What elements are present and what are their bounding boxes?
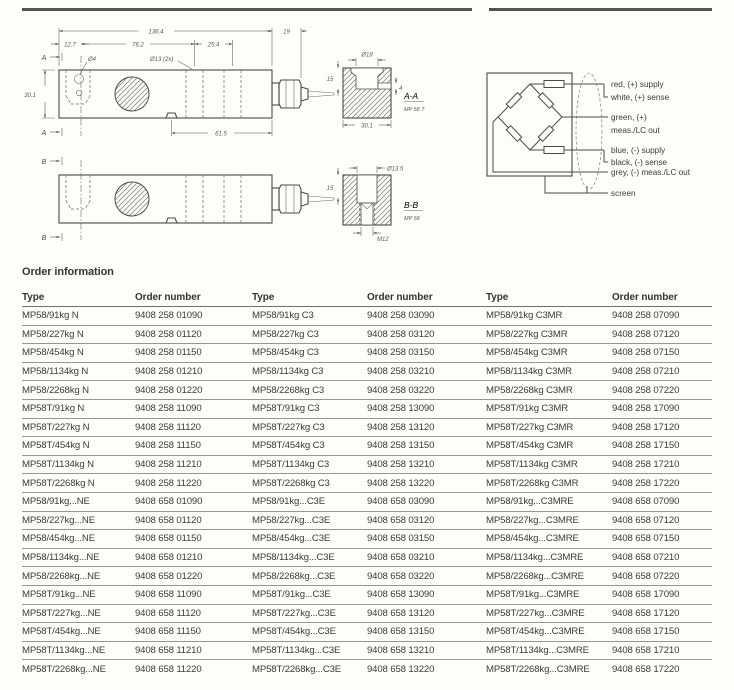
dim-hole-small: Ø4 xyxy=(88,57,97,63)
type-cell: MP58T/91kg N xyxy=(22,399,135,418)
dim-hole-large: Ø13 (2x) xyxy=(150,57,174,63)
type-cell: MP58/454kg...C3E xyxy=(252,530,367,549)
order-number-cell: 9408 658 01090 xyxy=(135,492,252,511)
type-cell: MP58T/454kg C3MR xyxy=(486,437,612,456)
table-row xyxy=(22,325,712,344)
table-row xyxy=(22,455,712,474)
order-number-cell: 9408 658 13220 xyxy=(367,663,435,675)
wire-label-grey: grey, (-) meas./LC out xyxy=(611,168,691,177)
type-cell: MP58T/1134kg C3 xyxy=(252,455,367,474)
wire-label-white: white, (+) sense xyxy=(611,93,670,102)
table-header-row xyxy=(22,288,712,307)
type-cell: MP58T/2268kg...C3MRE xyxy=(486,663,590,675)
type-cell: MP58T/91kg C3MR xyxy=(486,399,612,418)
dim-length-gland: 19 xyxy=(283,29,290,36)
order-number-cell: 9408 258 03090 xyxy=(367,307,486,326)
order-number-cell: 9408 258 03150 xyxy=(367,344,486,363)
type-cell: MP58T/227kg...C3E xyxy=(252,604,367,623)
type-cell: MP58T/2268kg N xyxy=(22,474,135,493)
dim-bb-top: Ø13.5 xyxy=(387,166,404,173)
order-number-cell: 9408 258 17120 xyxy=(612,418,712,437)
type-cell: MP58T/1134kg...C3E xyxy=(252,641,367,660)
type-cell: MP58/454kg C3 xyxy=(252,344,367,363)
col-header-type-1: Type xyxy=(22,288,135,307)
order-number-cell: 9408 258 01210 xyxy=(135,362,252,381)
order-number-cell: 9408 658 03150 xyxy=(367,530,486,549)
order-number-cell: 9408 658 03120 xyxy=(367,511,486,530)
order-number-cell: 9408 258 17220 xyxy=(612,474,712,493)
order-number-cell: 9408 258 13210 xyxy=(367,455,486,474)
wheatstone-bridge xyxy=(498,84,562,150)
order-number-cell: 9408 658 13120 xyxy=(367,604,486,623)
section-mark-a-bottom: A xyxy=(41,130,47,137)
dim-aa-right: 4 xyxy=(399,86,403,92)
type-cell: MP58/91kg C3 xyxy=(252,307,367,326)
order-number-cell: 9408 658 07210 xyxy=(612,548,712,567)
order-number-cell: 9408 258 11120 xyxy=(135,418,252,437)
type-cell: MP58T/227kg C3 xyxy=(252,418,367,437)
dim-d2: 76.2 xyxy=(132,42,144,49)
type-cell: MP58T/227kg C3MR xyxy=(486,418,612,437)
order-number-cell: 9408 258 03120 xyxy=(367,325,486,344)
table-row xyxy=(22,660,712,678)
order-number-cell: 9408 258 07210 xyxy=(612,362,712,381)
col-header-type-3: Type xyxy=(486,288,612,307)
type-cell: MP58/91kg C3MR xyxy=(486,307,612,326)
section-mark-a-top: A xyxy=(41,55,47,62)
section-bb-model: MP 58 xyxy=(404,216,420,222)
section-bb-title: B-B xyxy=(404,200,419,210)
order-number-cell: 9408 658 11210 xyxy=(135,641,252,660)
type-cell: MP58/2268kg...NE xyxy=(22,567,135,586)
cable-gland xyxy=(272,80,334,108)
order-number-cell: 9408 658 17220 xyxy=(612,663,680,675)
dim-length-right: 61.5 xyxy=(215,131,227,138)
dim-bb-left: 15 xyxy=(326,186,334,192)
order-number-cell: 9408 658 13210 xyxy=(367,641,486,660)
order-number-cell: 9408 258 07220 xyxy=(612,381,712,400)
table-row xyxy=(22,307,712,326)
order-number-cell: 9408 658 07090 xyxy=(612,492,712,511)
order-information-heading: Order information xyxy=(22,266,114,278)
table-row xyxy=(22,381,712,400)
load-cell-top-view xyxy=(24,28,334,138)
order-number-cell: 9408 658 13090 xyxy=(367,585,486,604)
dim-bb-bottom: M12 xyxy=(377,237,389,243)
type-cell: MP58/1134kg C3 xyxy=(252,362,367,381)
order-number-cell: 9408 258 13150 xyxy=(367,437,486,456)
type-cell: MP58T/91kg...NE xyxy=(22,585,135,604)
type-cell: MP58T/454kg C3 xyxy=(252,437,367,456)
type-cell: MP58T/91kg...C3MRE xyxy=(486,585,612,604)
type-cell: MP58/2268kg...C3MRE xyxy=(486,567,612,586)
order-number-cell: 9408 658 01210 xyxy=(135,548,252,567)
type-cell: MP58/1134kg...C3MRE xyxy=(486,548,612,567)
order-number-cell: 9408 258 03220 xyxy=(367,381,486,400)
order-number-cell: 9408 258 11150 xyxy=(135,437,252,456)
order-number-cell: 9408 258 11210 xyxy=(135,455,252,474)
order-number-cell: 9408 658 17210 xyxy=(612,641,712,660)
order-number-cell: 9408 658 01120 xyxy=(135,511,252,530)
type-cell: MP58/1134kg...C3E xyxy=(252,548,367,567)
type-cell: MP58/227kg N xyxy=(22,325,135,344)
type-cell: MP58/227kg...C3E xyxy=(252,511,367,530)
type-cell: MP58/91kg N xyxy=(22,307,135,326)
section-mark-b-top: B xyxy=(41,159,47,166)
hole-d4 xyxy=(75,75,84,84)
table-row xyxy=(22,492,712,511)
dim-aa-bottom: 30.1 xyxy=(361,123,373,130)
type-cell: MP58/91kg...NE xyxy=(22,492,135,511)
dim-aa-left: 15 xyxy=(326,77,334,83)
type-cell: MP58/454kg C3MR xyxy=(486,344,612,363)
order-number-cell: 9408 258 01220 xyxy=(135,381,252,400)
order-number-cell: 9408 658 11120 xyxy=(135,604,252,623)
section-view-aa xyxy=(327,53,426,130)
strain-gauge xyxy=(506,93,521,109)
table-row xyxy=(22,548,712,567)
dim-height: 30.1 xyxy=(24,93,36,99)
order-information-table xyxy=(22,288,712,678)
wire-label-red: red, (+) supply xyxy=(611,80,664,89)
order-number-cell: 9408 258 17210 xyxy=(612,455,712,474)
type-cell: MP58T/454kg...C3E xyxy=(252,623,367,642)
table-row xyxy=(22,511,712,530)
order-number-cell: 9408 258 01120 xyxy=(135,325,252,344)
type-cell: MP58/454kg...NE xyxy=(22,530,135,549)
table-row xyxy=(22,362,712,381)
dim-d3: 25.4 xyxy=(207,42,220,49)
wiring-diagram xyxy=(487,73,691,198)
order-number-cell: 9408 258 07090 xyxy=(612,307,712,326)
type-cell: MP58/227kg...C3MRE xyxy=(486,511,612,530)
table-row xyxy=(22,418,712,437)
order-number-cell: 9408 658 17120 xyxy=(612,604,712,623)
blind-hole xyxy=(115,77,149,111)
order-number-cell: 9408 258 11090 xyxy=(135,399,252,418)
order-number-cell: 9408 258 01150 xyxy=(135,344,252,363)
col-header-type-2: Type xyxy=(252,288,367,307)
bridge-housing xyxy=(487,73,572,176)
section-view-bb xyxy=(327,166,423,243)
order-number-cell: 9408 258 07120 xyxy=(612,325,712,344)
type-cell: MP58T/227kg...C3MRE xyxy=(486,604,612,623)
type-cell: MP58/454kg N xyxy=(22,344,135,363)
type-cell: MP58T/1134kg N xyxy=(22,455,135,474)
cable-gland xyxy=(272,185,334,213)
wire-label-screen: screen xyxy=(611,189,636,198)
table-row xyxy=(22,585,712,604)
order-number-cell: 9408 258 07150 xyxy=(612,344,712,363)
order-number-cell: 9408 658 01150 xyxy=(135,530,252,549)
type-cell: MP58T/454kg...C3MRE xyxy=(486,623,612,642)
order-table-body xyxy=(22,307,712,678)
table-row xyxy=(22,604,712,623)
technical-drawing xyxy=(0,0,734,264)
order-number-cell: 9408 658 07220 xyxy=(612,567,712,586)
load-cell-bottom-view xyxy=(42,157,334,242)
type-cell: MP58/2268kg C3 xyxy=(252,381,367,400)
type-cell: MP58/91kg...C3E xyxy=(252,492,367,511)
wire-label-green: green, (+) xyxy=(611,113,647,122)
compensation-resistor xyxy=(544,81,564,88)
order-number-cell: 9408 658 11220 xyxy=(135,663,202,675)
col-header-order-3: Order number xyxy=(612,288,712,307)
type-cell: MP58/1134kg N xyxy=(22,362,135,381)
type-cell: MP58T/1134kg...NE xyxy=(22,641,135,660)
table-row xyxy=(22,474,712,493)
type-cell: MP58T/2268kg...C3E xyxy=(252,663,342,675)
compensation-resistor xyxy=(544,147,564,154)
dim-aa-top: Ø18 xyxy=(361,52,373,59)
table-row xyxy=(22,623,712,642)
section-aa-title: A-A xyxy=(404,91,419,101)
order-number-cell: 9408 258 01090 xyxy=(135,307,252,326)
dim-length-total: 136.4 xyxy=(148,29,164,36)
order-number-cell: 9408 658 11090 xyxy=(135,585,252,604)
wire-label-black: black, (-) sense xyxy=(611,158,667,167)
type-cell: MP58T/454kg N xyxy=(22,437,135,456)
type-cell: MP58/227kg...NE xyxy=(22,511,135,530)
type-cell: MP58T/2268kg C3 xyxy=(252,474,367,493)
order-number-cell: 9408 258 17090 xyxy=(612,399,712,418)
order-number-cell: 9408 658 01220 xyxy=(135,567,252,586)
type-cell: MP58/91kg...C3MRE xyxy=(486,492,612,511)
type-cell: MP58/454kg...C3MRE xyxy=(486,530,612,549)
section-aa-model: MP 58 T xyxy=(404,107,425,113)
type-cell: MP58/2268kg N xyxy=(22,381,135,400)
strain-gauge xyxy=(538,93,553,109)
order-number-cell: 9408 658 13150 xyxy=(367,623,486,642)
table-row xyxy=(22,641,712,660)
type-cell: MP58T/227kg...NE xyxy=(22,604,135,623)
order-number-cell: 9408 658 03220 xyxy=(367,567,486,586)
order-number-cell: 9408 658 03210 xyxy=(367,548,486,567)
section-mark-b-bottom: B xyxy=(41,235,47,242)
order-number-cell: 9408 258 03210 xyxy=(367,362,486,381)
type-cell: MP58T/227kg N xyxy=(22,418,135,437)
type-cell: MP58T/91kg...C3E xyxy=(252,585,367,604)
type-cell: MP58T/2268kg...NE xyxy=(22,663,106,675)
type-cell: MP58T/454kg...NE xyxy=(22,623,135,642)
table-row xyxy=(22,344,712,363)
type-cell: MP58/2268kg...C3E xyxy=(252,567,367,586)
type-cell: MP58/1134kg...NE xyxy=(22,548,135,567)
table-row xyxy=(22,567,712,586)
col-header-order-2: Order number xyxy=(367,288,486,307)
order-number-cell: 9408 658 07120 xyxy=(612,511,712,530)
type-cell: MP58T/1134kg...C3MRE xyxy=(486,641,612,660)
wire-label-green2: meas./LC out xyxy=(611,126,660,135)
type-cell: MP58/227kg C3 xyxy=(252,325,367,344)
order-number-cell: 9408 258 13090 xyxy=(367,399,486,418)
type-cell: MP58/1134kg C3MR xyxy=(486,362,612,381)
order-number-cell: 9408 258 13220 xyxy=(367,474,486,493)
order-number-cell: 9408 658 17090 xyxy=(612,585,712,604)
order-number-cell: 9408 658 03090 xyxy=(367,492,486,511)
table-row xyxy=(22,399,712,418)
strain-gauge xyxy=(506,126,521,142)
order-number-cell: 9408 258 17150 xyxy=(612,437,712,456)
wire-label-blue: blue, (-) supply xyxy=(611,146,666,155)
order-number-cell: 9408 658 17150 xyxy=(612,623,712,642)
type-cell: MP58T/2268kg C3MR xyxy=(486,474,612,493)
order-number-cell: 9408 658 11150 xyxy=(135,623,252,642)
order-number-cell: 9408 258 11220 xyxy=(135,474,252,493)
col-header-order-1: Order number xyxy=(135,288,252,307)
dim-d1: 12.7 xyxy=(64,42,76,49)
order-number-cell: 9408 258 13120 xyxy=(367,418,486,437)
table-row xyxy=(22,530,712,549)
type-cell: MP58/227kg C3MR xyxy=(486,325,612,344)
order-number-cell: 9408 658 07150 xyxy=(612,530,712,549)
table-row xyxy=(22,437,712,456)
type-cell: MP58/2268kg C3MR xyxy=(486,381,612,400)
type-cell: MP58T/91kg C3 xyxy=(252,399,367,418)
type-cell: MP58T/1134kg C3MR xyxy=(486,455,612,474)
strain-gauge xyxy=(538,126,553,142)
